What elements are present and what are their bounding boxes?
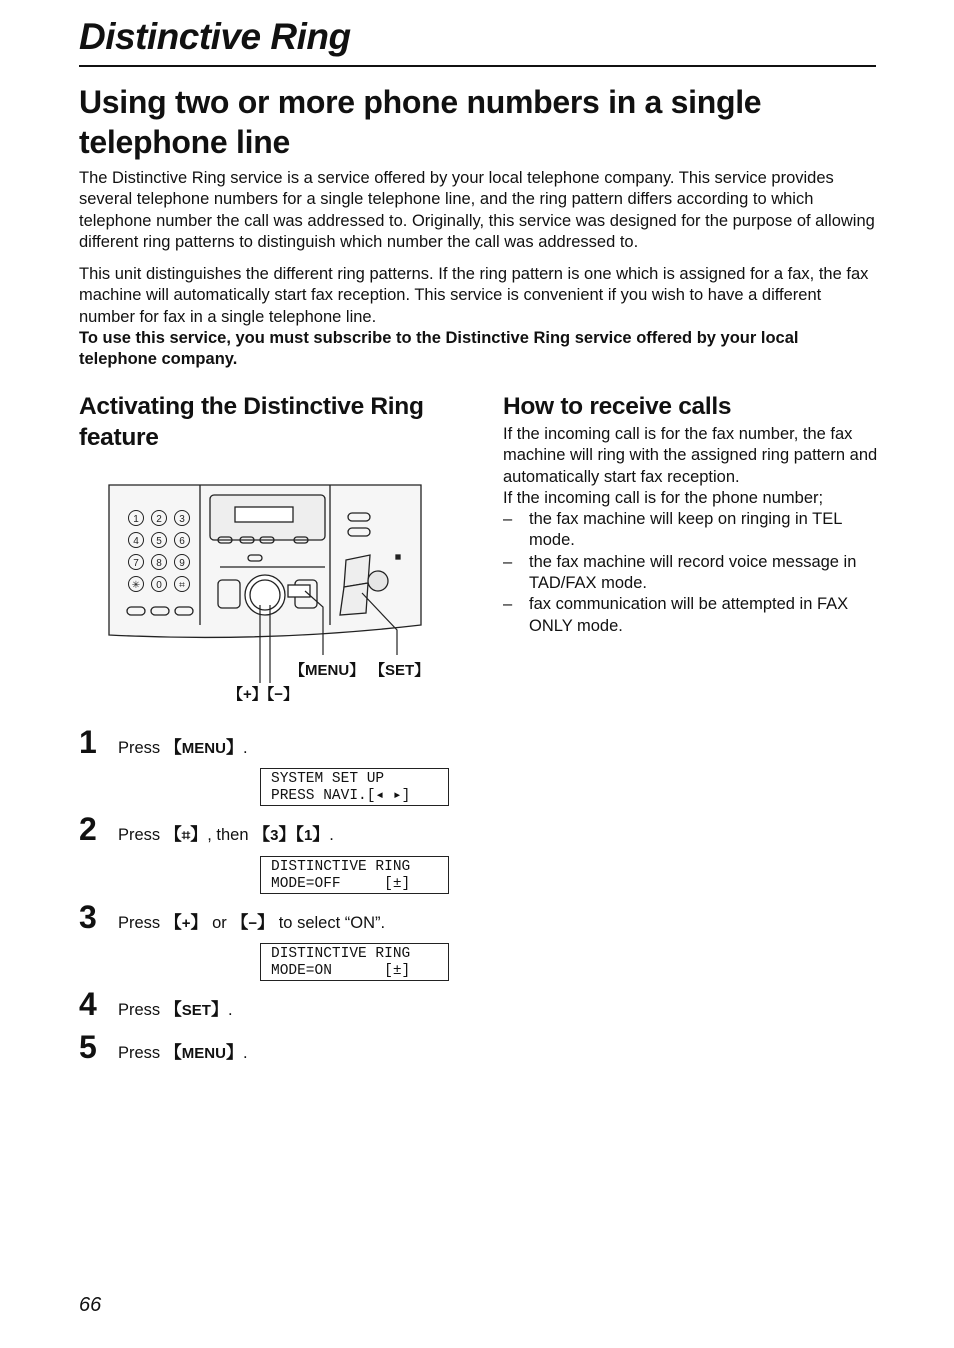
fax-machine-diagram bbox=[100, 475, 430, 710]
callout-labels bbox=[228, 661, 429, 703]
svg-text:3: 3 bbox=[179, 514, 185, 525]
receive-list-item: – the fax machine will keep on ringing in TEL mode. bbox=[503, 510, 842, 550]
receive-list-item: – the fax machine will record voice message in TAD/FAX mode. bbox=[503, 552, 857, 593]
svg-text:0: 0 bbox=[156, 580, 162, 591]
svg-text:8: 8 bbox=[156, 558, 162, 569]
svg-text:7: 7 bbox=[133, 558, 139, 569]
page-heading: Using two or more phone numbers in a single telephone line bbox=[79, 84, 762, 160]
lcd-display-3: DISTINCTIVE RING MODE=ON [±] bbox=[260, 943, 449, 981]
lcd-display-2: DISTINCTIVE RING MODE=OFF [±] bbox=[260, 856, 449, 894]
receive-paragraph-1: If the incoming call is for the fax number, the fax machine will ring with the assigned ring pattern and automatically start fax reception. bbox=[503, 425, 878, 486]
svg-text:✳: ✳ bbox=[131, 580, 141, 591]
receive-heading: How to receive calls bbox=[503, 393, 732, 420]
step-5-text: Press 【MENU】. bbox=[118, 1043, 248, 1062]
step-5-number: 5 bbox=[79, 1029, 97, 1065]
step-4-number: 4 bbox=[79, 986, 97, 1022]
step-2-text: Press 【⌗】, then 【3】【1】. bbox=[118, 825, 334, 844]
intro-paragraph-2 bbox=[79, 264, 879, 370]
title-rule bbox=[79, 65, 876, 67]
step-1-text: Press 【MENU】. bbox=[118, 738, 248, 757]
subscription-note: To use this service, you must subscribe to the Distinctive Ring service offered by your local telephone company. bbox=[79, 328, 799, 369]
step-1-number: 1 bbox=[79, 724, 97, 760]
activating-heading: Activating the Distinctive Ring feature bbox=[79, 393, 424, 451]
receive-text bbox=[503, 424, 883, 637]
set-label: 【SET】 bbox=[370, 662, 430, 679]
section-title: Distinctive Ring bbox=[79, 16, 351, 57]
intro-paragraph-2-text: This unit distinguishes the different ring patterns. If the ring pattern is one which is assigned for a fax, the fax machine will automatically start fax reception. This service is convenient if you wish to have a different number for fax in a single telephone line. bbox=[79, 265, 869, 326]
receive-list-item: – fax communication will be attempted in FAX ONLY mode. bbox=[503, 595, 849, 635]
svg-text:5: 5 bbox=[156, 536, 162, 547]
intro-paragraph-1: The Distinctive Ring service is a service offered by your local telephone company. This service provides several telephone numbers for a single telephone line, and the ring pattern differs according to which telephone number the call was addressed to. Originally, this service was designed for the purpose of allowing different ring patterns to distinguish which number the call was addressed to. bbox=[79, 169, 875, 251]
plus-minus-label: 【+】【−】 bbox=[228, 686, 299, 703]
lcd-display-1: SYSTEM SET UP PRESS NAVI.[◂ ▸] bbox=[260, 768, 449, 806]
svg-text:1: 1 bbox=[133, 514, 139, 525]
svg-text:⌗: ⌗ bbox=[179, 580, 185, 591]
step-4-text: Press 【SET】. bbox=[118, 1000, 233, 1019]
svg-text:6: 6 bbox=[179, 536, 185, 547]
step-3-text: Press 【+】 or 【−】 to select “ON”. bbox=[118, 913, 386, 932]
svg-text:2: 2 bbox=[156, 514, 162, 525]
receive-paragraph-2: If the incoming call is for the phone number; bbox=[503, 488, 824, 507]
step-2-number: 2 bbox=[79, 811, 97, 847]
step-3-number: 3 bbox=[79, 899, 97, 935]
svg-text:9: 9 bbox=[179, 558, 185, 569]
menu-label: 【MENU】 bbox=[290, 662, 365, 679]
page-number: 66 bbox=[79, 1294, 102, 1316]
svg-text:4: 4 bbox=[133, 536, 139, 547]
